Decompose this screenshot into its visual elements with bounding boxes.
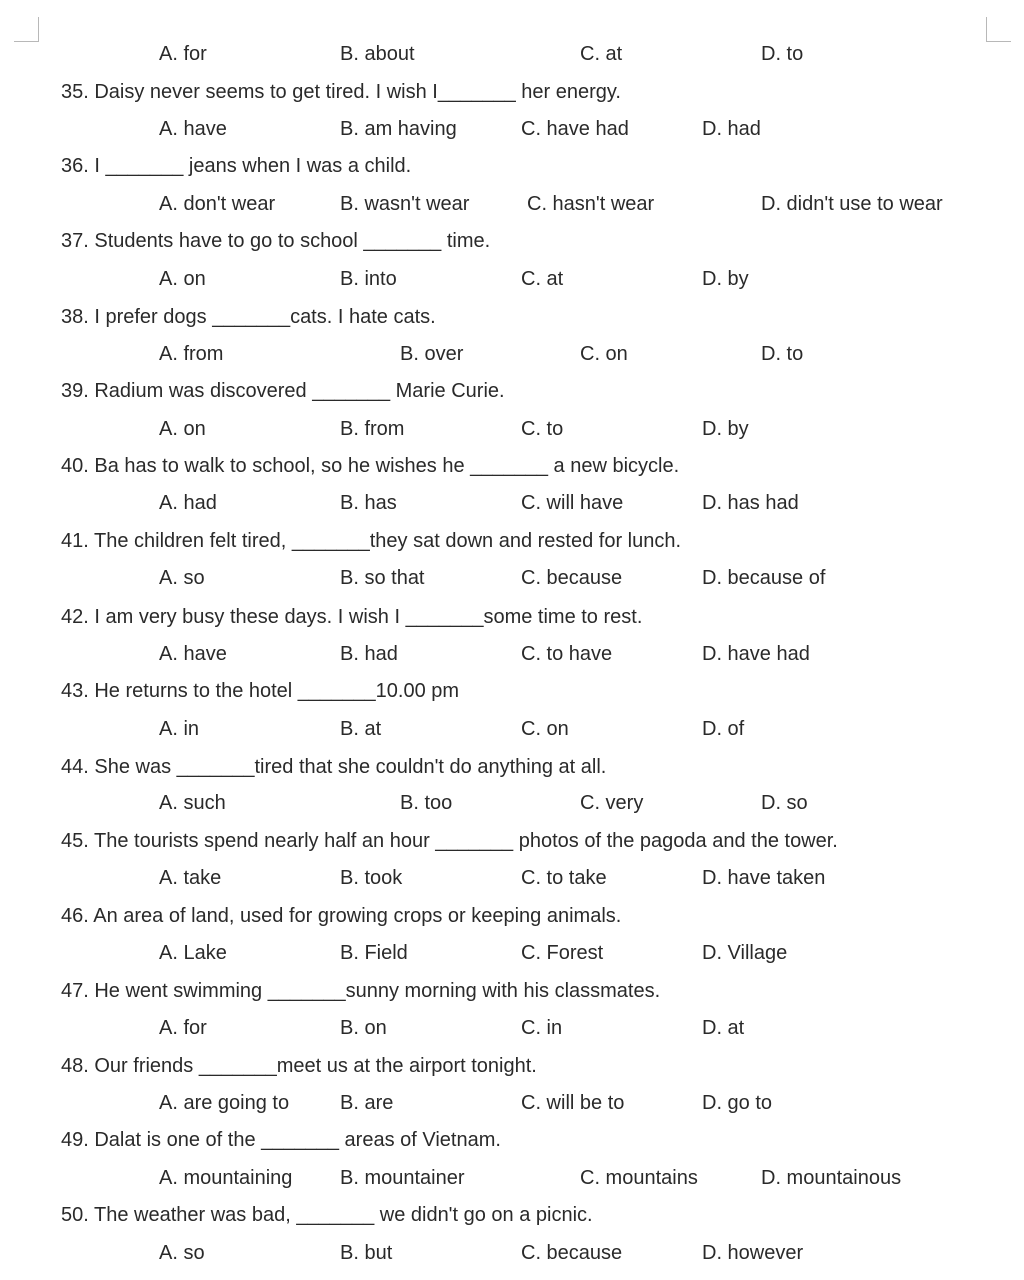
option-d: D. so [761,792,808,814]
option-d: D. by [702,268,749,290]
option-c: C. to take [521,867,607,889]
option-b: B. from [340,418,405,440]
question-stem: 35. Daisy never seems to get tired. I wish I_______ her energy. [61,81,621,103]
option-c: C. because [521,1242,623,1264]
option-a: A. on [159,268,206,290]
question-stem: 40. Ba has to walk to school, so he wishes he _______ a new bicycle. [61,455,680,477]
option-b: B. about [340,43,415,65]
question-stem: 36. I _______ jeans when I was a child. [61,155,412,177]
option-d: D. go to [702,1092,773,1114]
option-d: D. because of [702,567,826,589]
option-b: B. but [340,1242,393,1264]
question-stem: 44. She was _______tired that she couldn't do anything at all. [61,756,607,778]
option-a: A. from [159,343,224,365]
option-c: C. because [521,567,623,589]
option-a: A. so [159,567,205,589]
option-a: A. have [159,643,227,665]
option-a: A. mountaining [159,1167,293,1189]
option-b: B. wasn't wear [340,193,470,215]
option-d: D. however [702,1242,804,1264]
question-stem: 43. He returns to the hotel _______10.00 pm [61,680,460,702]
option-d: D. by [702,418,749,440]
option-c: C. Forest [521,942,604,964]
question-stem: 46. An area of land, used for growing crops or keeping animals. [61,905,622,927]
option-d: D. mountainous [761,1167,902,1189]
option-c: C. in [521,1017,563,1039]
option-c: C. have had [521,118,629,140]
option-c: C. at [580,43,623,65]
option-b: B. took [340,867,403,889]
option-d: D. to [761,43,804,65]
option-a: A. take [159,867,222,889]
option-d: D. has had [702,492,799,514]
question-stem: 45. The tourists spend nearly half an hour _______ photos of the pagoda and the tower. [61,830,838,852]
option-b: B. so that [340,567,425,589]
option-c: C. on [580,343,628,365]
option-d: D. didn't use to wear [761,193,943,215]
option-b: B. at [340,718,382,740]
option-b: B. into [340,268,397,290]
option-b: B. mountainer [340,1167,465,1189]
option-c: C. hasn't wear [527,193,655,215]
option-d: D. to [761,343,804,365]
option-a: A. for [159,1017,207,1039]
question-stem: 39. Radium was discovered _______ Marie Curie. [61,380,505,402]
option-a: A. for [159,43,207,65]
option-c: C. to have [521,643,613,665]
page-corner-mark-right [986,17,1011,42]
option-d: D. have taken [702,867,826,889]
option-c: C. on [521,718,569,740]
question-stem: 42. I am very busy these days. I wish I _______some time to rest. [61,606,643,628]
option-a: A. Lake [159,942,227,964]
question-stem: 48. Our friends _______meet us at the airport tonight. [61,1055,537,1077]
option-c: C. will be to [521,1092,625,1114]
option-b: B. had [340,643,398,665]
option-b: B. too [400,792,453,814]
option-b: B. Field [340,942,408,964]
page-corner-mark-left [14,17,39,42]
option-a: A. on [159,418,206,440]
question-stem: 41. The children felt tired, _______they sat down and rested for lunch. [61,530,682,552]
option-d: D. Village [702,942,788,964]
option-a: A. have [159,118,227,140]
option-c: C. mountains [580,1167,698,1189]
option-a: A. so [159,1242,205,1264]
question-stem: 49. Dalat is one of the _______ areas of Vietnam. [61,1129,501,1151]
option-d: D. at [702,1017,745,1039]
option-c: C. at [521,268,564,290]
option-d: D. had [702,118,761,140]
option-a: A. don't wear [159,193,276,215]
option-d: D. of [702,718,745,740]
option-b: B. has [340,492,397,514]
option-c: C. will have [521,492,624,514]
question-stem: 38. I prefer dogs _______cats. I hate cats. [61,306,436,328]
question-stem: 50. The weather was bad, _______ we didn't go on a picnic. [61,1204,593,1226]
question-stem: 47. He went swimming _______sunny morning with his classmates. [61,980,661,1002]
option-c: C. to [521,418,564,440]
option-c: C. very [580,792,644,814]
option-b: B. are [340,1092,394,1114]
option-d: D. have had [702,643,810,665]
question-stem: 37. Students have to go to school _______ time. [61,230,491,252]
option-a: A. such [159,792,226,814]
option-a: A. in [159,718,200,740]
option-a: A. are going to [159,1092,290,1114]
option-a: A. had [159,492,217,514]
option-b: B. over [400,343,464,365]
option-b: B. on [340,1017,387,1039]
option-b: B. am having [340,118,457,140]
